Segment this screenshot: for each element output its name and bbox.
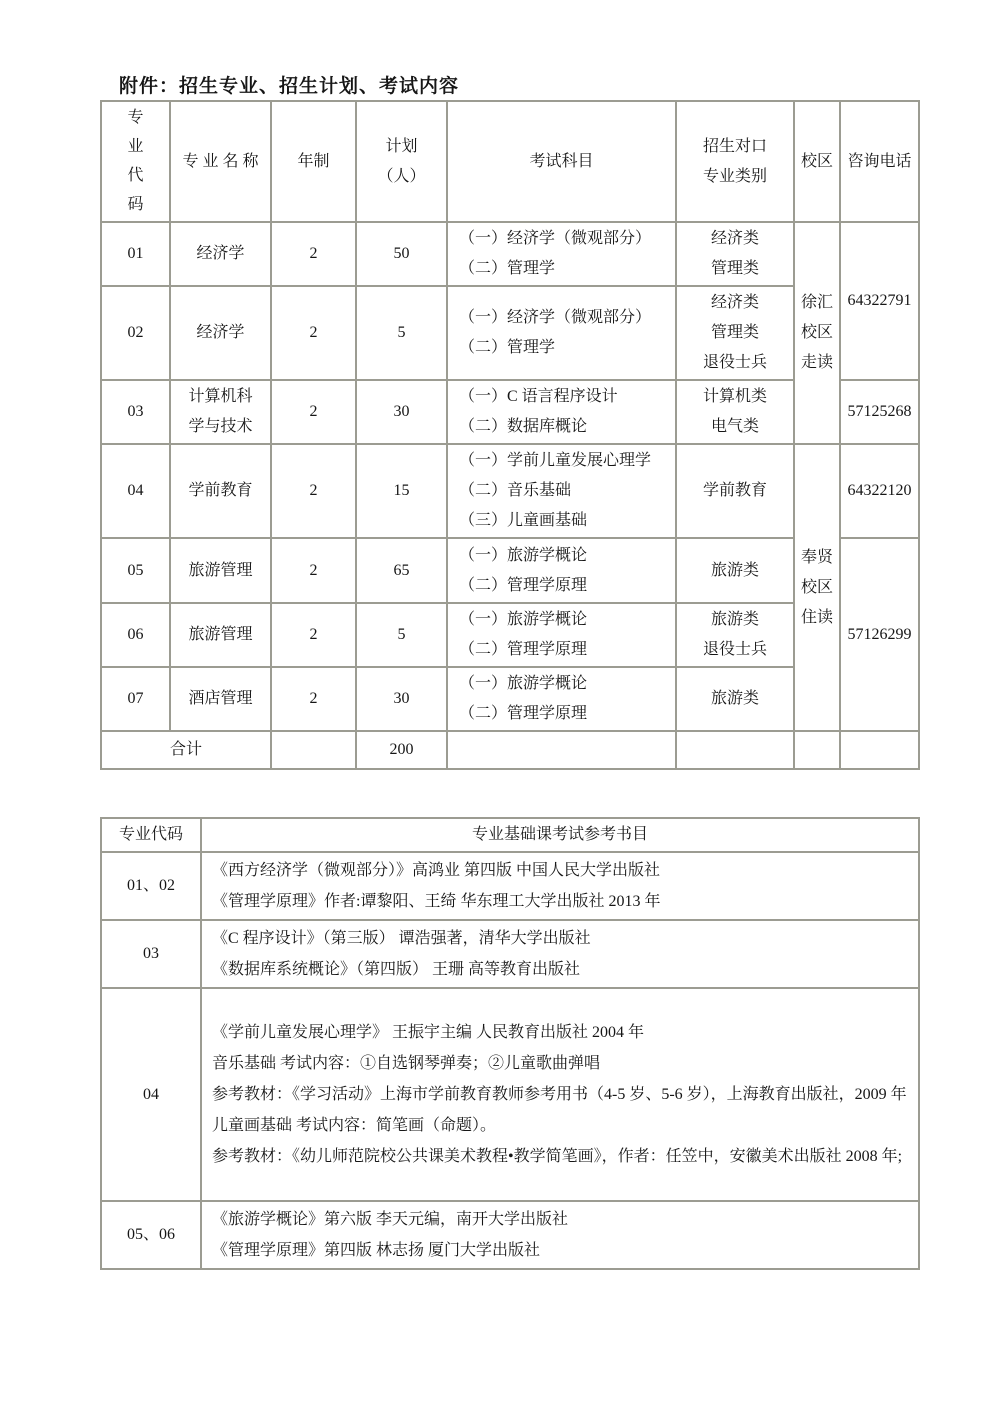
table-header-row [101,818,919,852]
cell-code: 01 [101,222,170,286]
book-line: 《学前儿童发展心理学》 王振宇主编 人民教育出版社 2004 年 [212,1024,645,1041]
book-line: 《C 程序设计》（第三版） 谭浩强著，清华大学出版社 [212,930,591,947]
category-line: 旅游类 [710,611,759,628]
cell-subjects [447,380,676,444]
cell-plan: 50 [356,222,447,286]
cell-plan: 30 [356,380,447,444]
cell-plan: 30 [356,667,447,731]
cell-years: 2 [271,667,356,731]
cell-code: 04 [101,988,201,1201]
subject-line: （一）学前儿童发展心理学 [459,452,652,469]
cell-empty [271,731,356,769]
subject-line: （二）管理学原理 [459,641,588,658]
table-header-row [101,101,919,222]
cell-major-name: 酒店管理 [170,667,271,731]
cell-major-name: 计算机科学与技术 [170,380,271,444]
cell-code: 05、06 [101,1201,201,1269]
header-books: 专业基础课考试参考书目 [201,818,919,852]
category-line: 经济类 [710,230,759,247]
cell-categories [676,538,794,603]
cell-years: 2 [271,222,356,286]
subject-line: （二）管理学原理 [459,705,588,722]
cell-code: 04 [101,444,170,538]
subject-line: （二）音乐基础 [459,482,572,499]
book-line: 参考教材：《幼儿师范院校公共课美术教程•教学简笔画》，作者：任笠中，安徽美术出版社 2008 年; [212,1148,903,1165]
subject-line: （三）儿童画基础 [459,512,588,529]
cell-book-list [201,988,919,1201]
cell-empty [794,731,840,769]
book-line: 《数据库系统概论》（第四版） 王珊 高等教育出版社 [212,961,581,978]
cell-subjects [447,538,676,603]
cell-code: 05 [101,538,170,603]
cell-major-name: 旅游管理 [170,603,271,667]
cell-major-name: 学前教育 [170,444,271,538]
cell-phone: 64322120 [840,444,919,538]
book-line: 《旅游学概论》第六版 李天元编，南开大学出版社 [212,1211,569,1228]
cell-code: 06 [101,603,170,667]
category-line: 计算机类 [702,388,767,405]
header-target-line: 招生对口 [702,137,767,155]
cell-book-list [201,920,919,988]
subject-line: （一）经济学（微观部分） [459,230,652,247]
cell-years: 2 [271,538,356,603]
category-line: 经济类 [710,294,759,311]
book-line: 参考教材：《学习活动》上海市学前教育教师参考用书（4-5 岁、5-6 岁），上海教育出版社，2009 年 [212,1086,907,1103]
cell-code: 07 [101,667,170,731]
book-line: 《管理学原理》第四版 林志扬 厦门大学出版社 [212,1242,541,1259]
page-title: 附件：招生专业、招生计划、考试内容 [119,76,460,97]
cell-major-name: 旅游管理 [170,538,271,603]
cell-plan: 15 [356,444,447,538]
cell-code: 02 [101,286,170,380]
cell-years: 2 [271,286,356,380]
cell-total-label: 合计 [101,731,271,769]
header-code: 专业代码 [101,818,201,852]
cell-campus-fengxian: 奉贤校区住读 [794,444,840,731]
subject-line: （二）管理学 [459,339,556,356]
subject-line: （一）旅游学概论 [459,675,588,692]
table-row-01 [101,222,919,286]
header-years: 年制 [271,101,356,222]
book-line: 《西方经济学（微观部分）》高鸿业 第四版 中国人民大学出版社 [212,862,661,879]
books-row-01-02 [101,852,919,920]
cell-plan: 5 [356,603,447,667]
cell-categories [676,444,794,538]
cell-subjects [447,286,676,380]
book-line: 《管理学原理》作者:谭黎阳、王绮 华东理工大学出版社 2013 年 [212,893,661,910]
subject-line: （一）旅游学概论 [459,546,588,564]
header-name: 专 业 名 称 [170,101,271,222]
category-line: 管理类 [710,324,759,341]
cell-phone: 57125268 [840,380,919,444]
cell-book-list [201,852,919,920]
cell-years: 2 [271,603,356,667]
subject-line: （二）管理学原理 [459,576,588,594]
subject-line: （二）管理学 [459,260,556,277]
category-line: 退役士兵 [702,354,767,371]
cell-plan: 5 [356,286,447,380]
cell-code: 03 [101,380,170,444]
category-line: 退役士兵 [702,641,767,658]
header-plan-line: 计划 [385,137,418,155]
subject-line: （一）经济学（微观部分） [459,309,652,326]
cell-years: 2 [271,444,356,538]
cell-empty [676,731,794,769]
cell-subjects [447,667,676,731]
header-target [676,101,794,222]
cell-subjects [447,222,676,286]
subject-line: （二）数据库概论 [459,418,588,435]
cell-phone: 57126299 [840,538,919,731]
books-row-05-06 [101,1201,919,1269]
books-row-03 [101,920,919,988]
cell-major-name: 经济学 [170,222,271,286]
cell-categories [676,222,794,286]
books-row-04 [101,988,919,1201]
cell-categories [676,603,794,667]
category-line: 电气类 [710,418,759,435]
cell-total-plan: 200 [356,731,447,769]
header-campus: 校区 [794,101,840,222]
category-line: 管理类 [710,260,759,277]
cell-categories [676,667,794,731]
subject-line: （一）C 语言程序设计 [459,388,618,405]
cell-categories [676,380,794,444]
category-line: 旅游类 [710,561,759,579]
header-code: 专业代码 [101,101,170,222]
header-plan [356,101,447,222]
book-line: 儿童画基础 考试内容：简笔画（命题）。 [212,1117,497,1134]
cell-plan: 65 [356,538,447,603]
cell-empty [840,731,919,769]
cell-subjects [447,444,676,538]
cell-book-list [201,1201,919,1269]
header-target-line: 专业类别 [702,167,767,185]
cell-code: 01、02 [101,852,201,920]
cell-code: 03 [101,920,201,988]
cell-subjects [447,603,676,667]
cell-phone: 64322791 [840,222,919,380]
subject-line: （一）旅游学概论 [459,611,588,628]
header-phone: 咨询电话 [840,101,919,222]
book-line: 音乐基础 考试内容：①自选钢琴弹奏；②儿童歌曲弹唱 [212,1055,601,1072]
category-line: 旅游类 [710,690,759,707]
cell-years: 2 [271,380,356,444]
cell-categories [676,286,794,380]
cell-campus-xuhui: 徐汇校区走读 [794,222,840,444]
header-subjects: 考试科目 [447,101,676,222]
reference-books-table [100,817,920,1270]
table-total-row [101,731,919,769]
cell-empty [447,731,676,769]
cell-major-name: 经济学 [170,286,271,380]
enrollment-plan-table [100,100,920,770]
header-plan-line: （人） [377,167,426,185]
table-row-04 [101,444,919,538]
category-line: 学前教育 [702,482,767,499]
